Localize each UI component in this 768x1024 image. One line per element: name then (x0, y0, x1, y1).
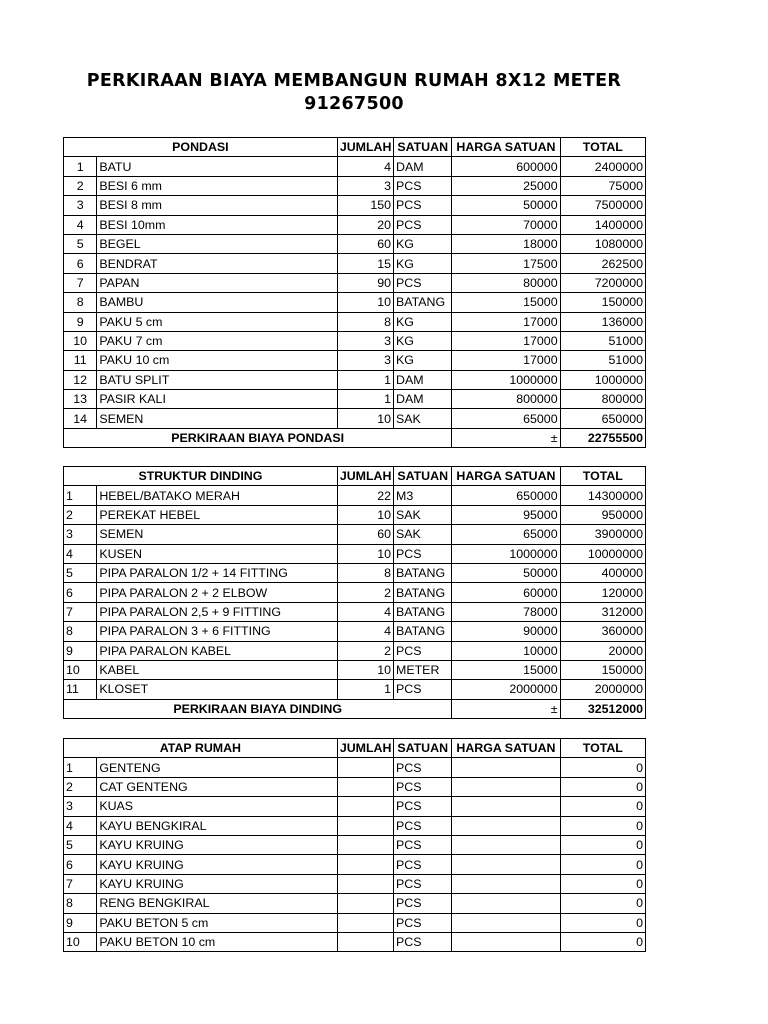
item-unit-price: 17000 (452, 331, 560, 350)
item-quantity: 10 (337, 293, 393, 312)
header-row (64, 138, 646, 157)
table-row (64, 816, 646, 835)
item-unit-price (452, 835, 560, 854)
item-name: PASIR KALI (97, 390, 338, 409)
row-number: 6 (64, 855, 97, 874)
item-name: GENTENG (97, 758, 338, 777)
item-unit: KG (394, 312, 452, 331)
row-number: 9 (64, 312, 97, 331)
page-title (0, 70, 708, 116)
item-unit-price: 18000 (452, 234, 560, 253)
summary-row (64, 428, 646, 447)
item-total: 360000 (560, 622, 645, 641)
section-header: STRUKTUR DINDING (64, 467, 338, 486)
item-unit: BATANG (394, 583, 452, 602)
item-name: KABEL (97, 660, 338, 679)
row-number: 12 (64, 370, 97, 389)
item-unit: SAK (394, 409, 452, 428)
item-name: PIPA PARALON 2,5 + 9 FITTING (97, 602, 338, 621)
table-row (64, 874, 646, 893)
table-row (64, 835, 646, 854)
item-total: 262500 (560, 254, 645, 273)
item-quantity (337, 797, 393, 816)
item-total: 312000 (560, 602, 645, 621)
col-header-harga-satuan: HARGA SATUAN (452, 467, 560, 486)
col-header-satuan: SATUAN (394, 739, 452, 758)
item-unit-price (452, 913, 560, 932)
row-number: 7 (64, 602, 97, 621)
item-unit-price: 50000 (452, 563, 560, 582)
row-number: 8 (64, 622, 97, 641)
item-unit-price (452, 797, 560, 816)
item-quantity: 4 (337, 622, 393, 641)
item-total: 120000 (560, 583, 645, 602)
item-name: PAKU BETON 5 cm (97, 913, 338, 932)
item-name: PIPA PARALON 1/2 + 14 FITTING (97, 563, 338, 582)
item-unit: PCS (394, 215, 452, 234)
table-row (64, 196, 646, 215)
table-row (64, 370, 646, 389)
item-total: 7500000 (560, 196, 645, 215)
item-unit-price (452, 932, 560, 951)
item-unit: PCS (394, 797, 452, 816)
item-unit-price: 600000 (452, 157, 560, 176)
item-name: BEGEL (97, 234, 338, 253)
item-name: BESI 8 mm (97, 196, 338, 215)
row-number: 4 (64, 544, 97, 563)
item-unit: BATANG (394, 563, 452, 582)
item-quantity: 8 (337, 563, 393, 582)
col-header-satuan: SATUAN (394, 467, 452, 486)
item-quantity: 1 (337, 680, 393, 699)
item-quantity: 60 (337, 525, 393, 544)
row-number: 4 (64, 816, 97, 835)
row-number: 5 (64, 563, 97, 582)
item-unit-price: 1000000 (452, 370, 560, 389)
item-total: 150000 (560, 293, 645, 312)
item-unit: DAM (394, 157, 452, 176)
item-unit: METER (394, 660, 452, 679)
item-quantity: 10 (337, 660, 393, 679)
item-unit-price (452, 874, 560, 893)
item-unit-price: 17000 (452, 351, 560, 370)
item-total: 0 (560, 894, 645, 913)
row-number: 10 (64, 660, 97, 679)
item-quantity: 3 (337, 351, 393, 370)
item-unit-price: 10000 (452, 641, 560, 660)
item-quantity (337, 816, 393, 835)
item-total: 0 (560, 932, 645, 951)
col-header-jumlah: JUMLAH (337, 739, 393, 758)
row-number: 8 (64, 293, 97, 312)
item-unit: BATANG (394, 602, 452, 621)
item-quantity (337, 874, 393, 893)
summary-row (64, 699, 646, 718)
table-row (64, 486, 646, 505)
table-row (64, 680, 646, 699)
summary-approx-symbol: ± (452, 699, 560, 718)
row-number: 10 (64, 331, 97, 350)
col-header-harga-satuan: HARGA SATUAN (452, 138, 560, 157)
item-unit: KG (394, 234, 452, 253)
section-header: PONDASI (64, 138, 338, 157)
col-header-total: TOTAL (560, 739, 645, 758)
table-row (64, 312, 646, 331)
item-name: KAYU KRUING (97, 835, 338, 854)
item-quantity: 8 (337, 312, 393, 331)
row-number: 13 (64, 390, 97, 409)
col-header-jumlah: JUMLAH (337, 138, 393, 157)
item-unit-price (452, 816, 560, 835)
item-name: SEMEN (97, 525, 338, 544)
item-name: CAT GENTENG (97, 777, 338, 796)
item-unit: PCS (394, 680, 452, 699)
item-unit: KG (394, 351, 452, 370)
col-header-satuan: SATUAN (394, 138, 452, 157)
table-row (64, 215, 646, 234)
table-row (64, 641, 646, 660)
item-unit-price (452, 777, 560, 796)
item-name: KUAS (97, 797, 338, 816)
item-unit-price (452, 758, 560, 777)
item-unit-price: 1000000 (452, 544, 560, 563)
item-name: PIPA PARALON 2 + 2 ELBOW (97, 583, 338, 602)
item-name: KAYU BENGKIRAL (97, 816, 338, 835)
item-unit: KG (394, 254, 452, 273)
item-quantity: 90 (337, 273, 393, 292)
row-number: 11 (64, 680, 97, 699)
row-number: 1 (64, 758, 97, 777)
item-unit-price: 15000 (452, 293, 560, 312)
item-unit: PCS (394, 777, 452, 796)
row-number: 7 (64, 874, 97, 893)
item-name: BESI 10mm (97, 215, 338, 234)
item-unit-price: 65000 (452, 525, 560, 544)
col-header-total: TOTAL (560, 138, 645, 157)
table-row (64, 894, 646, 913)
item-unit-price: 2000000 (452, 680, 560, 699)
row-number: 7 (64, 273, 97, 292)
table-row (64, 351, 646, 370)
item-unit: PCS (394, 816, 452, 835)
header-row (64, 467, 646, 486)
page-title-line1: PERKIRAAN BIAYA MEMBANGUN RUMAH 8X12 METER (86, 71, 622, 91)
item-unit: PCS (394, 855, 452, 874)
item-name: KAYU KRUING (97, 874, 338, 893)
item-name: BAMBU (97, 293, 338, 312)
table-row (64, 293, 646, 312)
item-name: PIPA PARALON 3 + 6 FITTING (97, 622, 338, 641)
item-name: RENG BENGKIRAL (97, 894, 338, 913)
item-total: 2400000 (560, 157, 645, 176)
item-total: 51000 (560, 331, 645, 350)
summary-approx-symbol: ± (452, 428, 560, 447)
item-unit: SAK (394, 525, 452, 544)
item-quantity: 3 (337, 331, 393, 350)
item-total: 20000 (560, 641, 645, 660)
item-unit: PCS (394, 196, 452, 215)
item-total: 0 (560, 913, 645, 932)
item-unit: DAM (394, 390, 452, 409)
row-number: 3 (64, 797, 97, 816)
item-unit: PCS (394, 932, 452, 951)
row-number: 3 (64, 196, 97, 215)
item-total: 3900000 (560, 525, 645, 544)
table-row (64, 777, 646, 796)
table-row (64, 525, 646, 544)
item-unit: PCS (394, 544, 452, 563)
item-total: 0 (560, 797, 645, 816)
row-number: 2 (64, 505, 97, 524)
item-name: BATU SPLIT (97, 370, 338, 389)
row-number: 3 (64, 525, 97, 544)
table-row (64, 563, 646, 582)
item-total: 51000 (560, 351, 645, 370)
item-quantity (337, 913, 393, 932)
table-row (64, 797, 646, 816)
item-name: BENDRAT (97, 254, 338, 273)
item-name: KUSEN (97, 544, 338, 563)
item-unit-price: 90000 (452, 622, 560, 641)
col-header-total: TOTAL (560, 467, 645, 486)
item-quantity: 22 (337, 486, 393, 505)
row-number: 9 (64, 913, 97, 932)
item-total: 136000 (560, 312, 645, 331)
item-unit: PCS (394, 874, 452, 893)
table-row (64, 602, 646, 621)
table-row (64, 273, 646, 292)
item-quantity: 4 (337, 602, 393, 621)
table-row (64, 758, 646, 777)
table-row (64, 331, 646, 350)
row-number: 1 (64, 486, 97, 505)
item-quantity: 3 (337, 176, 393, 195)
item-unit-price: 17500 (452, 254, 560, 273)
item-total: 0 (560, 874, 645, 893)
item-unit: BATANG (394, 293, 452, 312)
row-number: 6 (64, 583, 97, 602)
item-unit-price: 78000 (452, 602, 560, 621)
item-unit-price (452, 894, 560, 913)
item-quantity (337, 932, 393, 951)
item-name: PAKU 5 cm (97, 312, 338, 331)
item-name: PAKU 7 cm (97, 331, 338, 350)
table-row (64, 660, 646, 679)
item-unit: KG (394, 331, 452, 350)
col-header-harga-satuan: HARGA SATUAN (452, 739, 560, 758)
row-number: 4 (64, 215, 97, 234)
page-title-total: 91267500 (304, 94, 404, 114)
item-unit-price: 95000 (452, 505, 560, 524)
item-total: 1080000 (560, 234, 645, 253)
table-row (64, 409, 646, 428)
item-quantity (337, 758, 393, 777)
row-number: 10 (64, 932, 97, 951)
row-number: 9 (64, 641, 97, 660)
item-unit-price: 650000 (452, 486, 560, 505)
item-unit-price: 70000 (452, 215, 560, 234)
item-total: 800000 (560, 390, 645, 409)
item-name: PAKU 10 cm (97, 351, 338, 370)
item-quantity: 10 (337, 505, 393, 524)
item-unit: SAK (394, 505, 452, 524)
item-quantity: 150 (337, 196, 393, 215)
item-quantity: 2 (337, 583, 393, 602)
item-total: 7200000 (560, 273, 645, 292)
row-number: 8 (64, 894, 97, 913)
item-name: KAYU KRUING (97, 855, 338, 874)
table-row (64, 505, 646, 524)
item-unit-price: 25000 (452, 176, 560, 195)
row-number: 6 (64, 254, 97, 273)
item-name: PIPA PARALON KABEL (97, 641, 338, 660)
table-pondasi (63, 137, 646, 448)
item-quantity (337, 777, 393, 796)
item-name: SEMEN (97, 409, 338, 428)
item-total: 0 (560, 816, 645, 835)
item-unit-price: 80000 (452, 273, 560, 292)
item-unit: PCS (394, 758, 452, 777)
item-quantity (337, 855, 393, 874)
item-total: 1400000 (560, 215, 645, 234)
row-number: 5 (64, 234, 97, 253)
table-row (64, 622, 646, 641)
item-quantity: 1 (337, 370, 393, 389)
item-name: PEREKAT HEBEL (97, 505, 338, 524)
section-header: ATAP RUMAH (64, 739, 338, 758)
item-quantity: 10 (337, 544, 393, 563)
item-unit: PCS (394, 176, 452, 195)
item-unit: PCS (394, 894, 452, 913)
summary-label: PERKIRAAN BIAYA DINDING (64, 699, 452, 718)
row-number: 14 (64, 409, 97, 428)
item-name: HEBEL/BATAKO MERAH (97, 486, 338, 505)
table-row (64, 544, 646, 563)
row-number: 1 (64, 157, 97, 176)
item-name: PAKU BETON 10 cm (97, 932, 338, 951)
item-unit: PCS (394, 913, 452, 932)
item-quantity: 1 (337, 390, 393, 409)
item-unit-price: 17000 (452, 312, 560, 331)
col-header-jumlah: JUMLAH (337, 467, 393, 486)
table-row (64, 913, 646, 932)
item-total: 2000000 (560, 680, 645, 699)
header-row (64, 739, 646, 758)
item-unit: M3 (394, 486, 452, 505)
row-number: 2 (64, 777, 97, 796)
item-quantity: 15 (337, 254, 393, 273)
table-struktur-dinding (63, 466, 646, 719)
item-unit-price: 60000 (452, 583, 560, 602)
row-number: 2 (64, 176, 97, 195)
item-quantity (337, 835, 393, 854)
item-quantity: 10 (337, 409, 393, 428)
item-name: PAPAN (97, 273, 338, 292)
row-number: 11 (64, 351, 97, 370)
table-row (64, 390, 646, 409)
item-unit-price: 15000 (452, 660, 560, 679)
item-quantity (337, 894, 393, 913)
table-row (64, 932, 646, 951)
item-unit: BATANG (394, 622, 452, 641)
item-quantity: 2 (337, 641, 393, 660)
item-total: 650000 (560, 409, 645, 428)
item-total: 14300000 (560, 486, 645, 505)
item-total: 0 (560, 855, 645, 874)
item-unit: PCS (394, 641, 452, 660)
item-name: KLOSET (97, 680, 338, 699)
summary-total: 32512000 (560, 699, 645, 718)
item-total: 1000000 (560, 370, 645, 389)
item-name: BESI 6 mm (97, 176, 338, 195)
item-total: 75000 (560, 176, 645, 195)
item-unit-price: 50000 (452, 196, 560, 215)
item-unit: PCS (394, 835, 452, 854)
item-total: 950000 (560, 505, 645, 524)
item-total: 10000000 (560, 544, 645, 563)
item-quantity: 60 (337, 234, 393, 253)
table-row (64, 254, 646, 273)
item-quantity: 20 (337, 215, 393, 234)
summary-label: PERKIRAAN BIAYA PONDASI (64, 428, 452, 447)
table-row (64, 157, 646, 176)
row-number: 5 (64, 835, 97, 854)
table-row (64, 583, 646, 602)
item-quantity: 4 (337, 157, 393, 176)
table-row (64, 234, 646, 253)
item-unit-price (452, 855, 560, 874)
item-unit-price: 800000 (452, 390, 560, 409)
table-row (64, 176, 646, 195)
item-total: 0 (560, 777, 645, 796)
summary-total: 22755500 (560, 428, 645, 447)
table-atap-rumah (63, 738, 646, 952)
item-unit: PCS (394, 273, 452, 292)
item-total: 400000 (560, 563, 645, 582)
item-total: 150000 (560, 660, 645, 679)
item-name: BATU (97, 157, 338, 176)
item-total: 0 (560, 835, 645, 854)
item-total: 0 (560, 758, 645, 777)
table-row (64, 855, 646, 874)
item-unit: DAM (394, 370, 452, 389)
item-unit-price: 65000 (452, 409, 560, 428)
